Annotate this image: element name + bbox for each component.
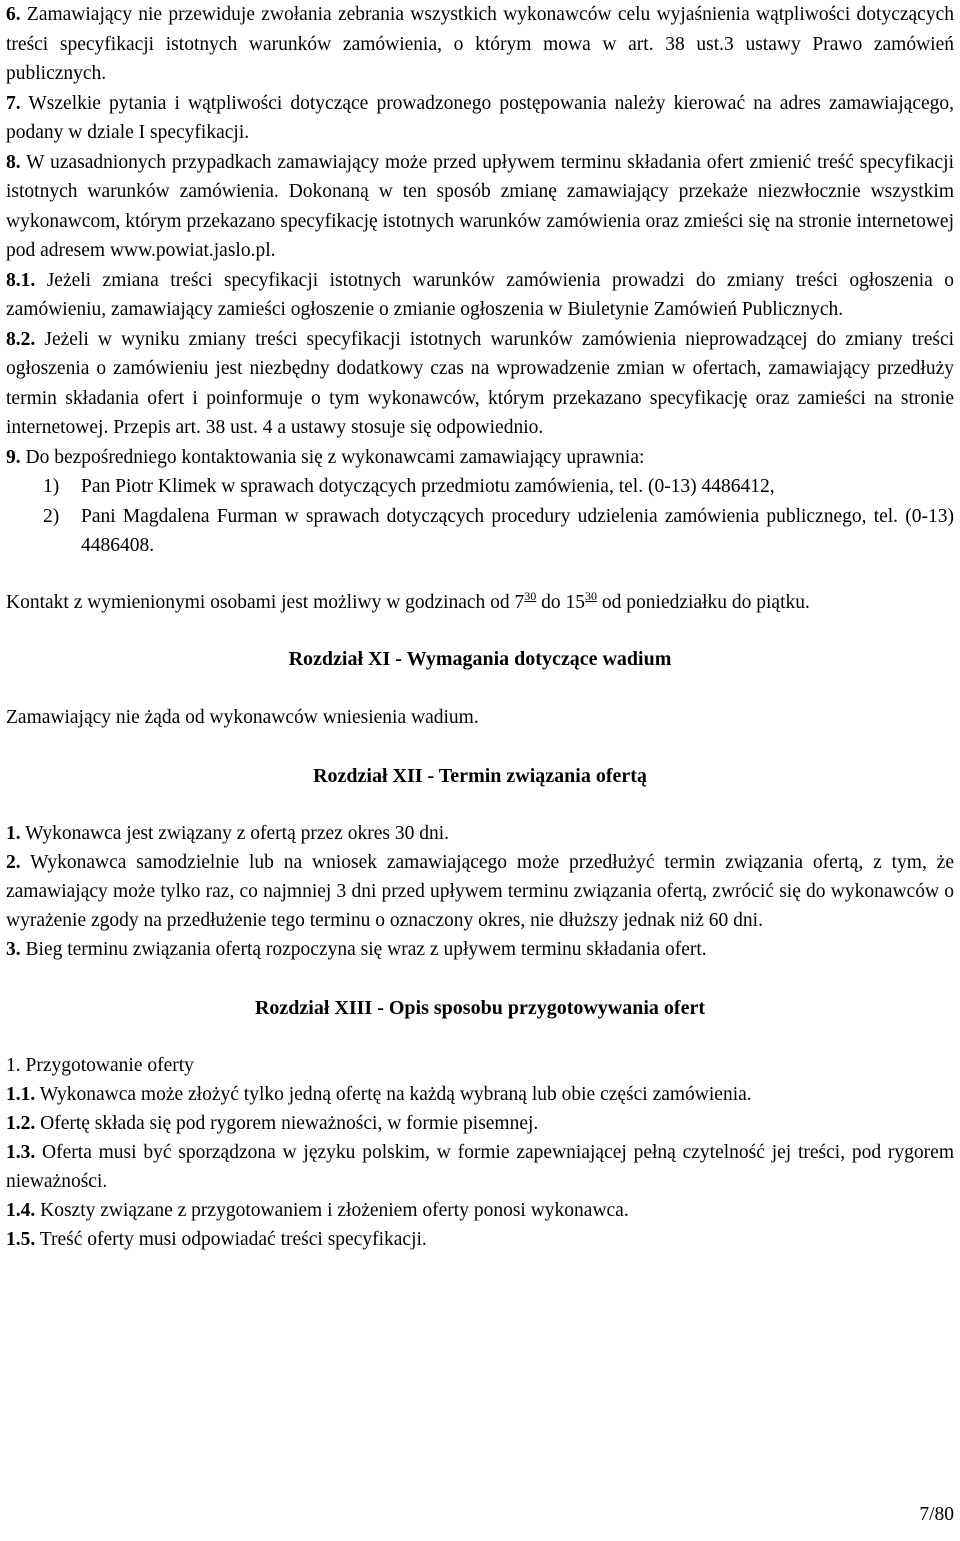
chapter-12-item: [6, 819, 954, 848]
item-text: Bieg terminu związania ofertą rozpoczyna się wraz z upływem terminu składania ofert.: [20, 939, 707, 960]
chapter-11-text: Zamawiający nie żąda od wykonawców wniesienia wadium.: [6, 707, 479, 728]
paragraph-8-1: [6, 266, 954, 325]
chapter-13-item: [6, 1225, 954, 1254]
hours-superscript: 30: [585, 588, 598, 603]
chapter-13-subheading: 1. Przygotowanie oferty: [6, 1055, 194, 1076]
page-number: 7/80: [919, 1504, 954, 1525]
item-text: Wykonawca samodzielnie lub na wniosek zamawiającego może przedłużyć termin związania ofertą, z tym, że zamawiający może tylko raz, co najmniej 3 dni przed upływem terminu związania ofertą, zwrócić się do wykonawców o wyrażenie zgody na przedłużenie tego terminu o oznaczony okres, nie dłuższy jednak niż 60 dni.: [6, 852, 954, 931]
paragraph-9: [6, 443, 954, 473]
hours-text: od poniedziałku do piątku.: [597, 591, 810, 613]
paragraph-text: Jeżeli zmiana treści specyfikacji istotnych warunków zamówienia prowadzi do zmiany treści ogłoszenia o zamówieniu, zamawiający zamieści ogłoszenie o zmianie ogłoszenia w Biuletynie Zamówień Publicznych.: [6, 269, 954, 320]
chapter-13-item: [6, 1109, 954, 1138]
item-number: 1.1.: [6, 1084, 36, 1105]
contact-hours: [6, 588, 954, 618]
paragraph-text: Jeżeli w wyniku zmiany treści specyfikacji istotnych warunków zamówienia nieprowadzącej do zmiany treści ogłoszenia o zamówieniu jest niezbędny dodatkowy czas na wprowadzenie zmian w ofertach, zamawiający przedłuży termin składania ofert i poinformuje o tym wykonawców, którym przekazano specyfikację oraz zamieści na stronie internetowej. Przepis art. 38 ust. 4 a ustawy stosuje się odpowiednio.: [6, 328, 955, 438]
chapter-13-item: [6, 1138, 954, 1196]
contact-list: [43, 472, 954, 561]
paragraph-number: 6.: [6, 4, 21, 25]
list-item-number: 1): [43, 476, 60, 497]
item-text: Koszty związane z przygotowaniem i złożeniem oferty ponosi wykonawca.: [35, 1200, 629, 1221]
item-text: Treść oferty musi odpowiadać treści specyfikacji.: [35, 1229, 427, 1250]
chapter-13-heading: Rozdział XIII - Opis sposobu przygotowywania ofert: [254, 997, 706, 1019]
item-number: 2.: [6, 852, 21, 873]
item-number: 1.4.: [6, 1200, 36, 1221]
hours-superscript: 30: [524, 588, 537, 603]
list-item-text: Pan Piotr Klimek w sprawach dotyczących przedmiotu zamówienia, tel. (0-13) 4486412,: [81, 476, 775, 497]
paragraph-6: [6, 0, 954, 89]
item-text: Ofertę składa się pod rygorem nieważności, w formie pisemnej.: [35, 1113, 539, 1134]
paragraph-number: 7.: [6, 92, 21, 114]
paragraph-8: [6, 148, 954, 266]
item-number: 1.2.: [6, 1113, 36, 1134]
chapter-12-item: [6, 935, 954, 964]
chapter-11-heading: Rozdział XI - Wymagania dotyczące wadium: [288, 648, 672, 670]
paragraph-number: 8.2.: [6, 328, 36, 350]
item-number: 1.3.: [6, 1142, 36, 1163]
chapter-12-heading: Rozdział XII - Termin związania ofertą: [313, 765, 647, 787]
list-item-number: 2): [43, 505, 60, 527]
item-number: 1.: [6, 823, 21, 844]
item-text: Wykonawca może złożyć tylko jedną ofertę na każdą wybraną lub obie części zamówienia.: [35, 1084, 752, 1105]
paragraph-number: 8.: [6, 151, 21, 173]
item-number: 1.5.: [6, 1229, 36, 1250]
list-item-text: Pani Magdalena Furman w sprawach dotyczących procedury udzielenia zamówienia publicznego, tel. (0-13) 4486408.: [81, 505, 954, 556]
paragraph-8-2: [6, 325, 954, 443]
item-text: Oferta musi być sporządzona w języku polskim, w formie zapewniającej pełną czytelność jej treści, pod rygorem nieważności.: [6, 1142, 954, 1192]
paragraph-number: 9.: [6, 446, 21, 468]
list-item: [43, 472, 954, 502]
paragraph-number: 8.1.: [6, 269, 36, 291]
item-number: 3.: [6, 939, 21, 960]
chapter-13-item: [6, 1080, 954, 1109]
paragraph-text: Do bezpośredniego kontaktowania się z wykonawcami zamawiający uprawnia:: [25, 446, 645, 468]
hours-text: do 15: [536, 591, 586, 613]
paragraph-7: [6, 89, 954, 148]
item-text: Wykonawca jest związany z ofertą przez okres 30 dni.: [20, 823, 449, 844]
paragraph-text: Wszelkie pytania i wątpliwości dotyczące prowadzonego postępowania należy kierować na adres zamawiającego, podany w dziale I specyfikacji.: [6, 92, 955, 143]
paragraph-text: Zamawiający nie przewiduje zwołania zebrania wszystkich wykonawców celu wyjaśnienia wątpliwości dotyczących treści specyfikacji istotnych warunków zamówienia, o którym mowa w art. 38 ust.3 ustawy Prawo zamówień publicznych.: [6, 4, 954, 84]
chapter-12-item: [6, 848, 954, 935]
chapter-13-item: [6, 1196, 954, 1225]
hours-text: Kontakt z wymienionymi osobami jest możliwy w godzinach od 7: [6, 591, 525, 613]
paragraph-text: W uzasadnionych przypadkach zamawiający może przed upływem terminu składania ofert zmienić treść specyfikacji istotnych warunków zamówienia. Dokonaną w ten sposób zmianę zamawiający przekaże niezwłocznie wszystkim wykonawcom, którym przekazano specyfikację istotnych warunków zamówienia oraz zmieści się na stronie internetowej pod adresem www.powiat.jaslo.pl.: [6, 151, 954, 261]
list-item: [43, 502, 954, 561]
